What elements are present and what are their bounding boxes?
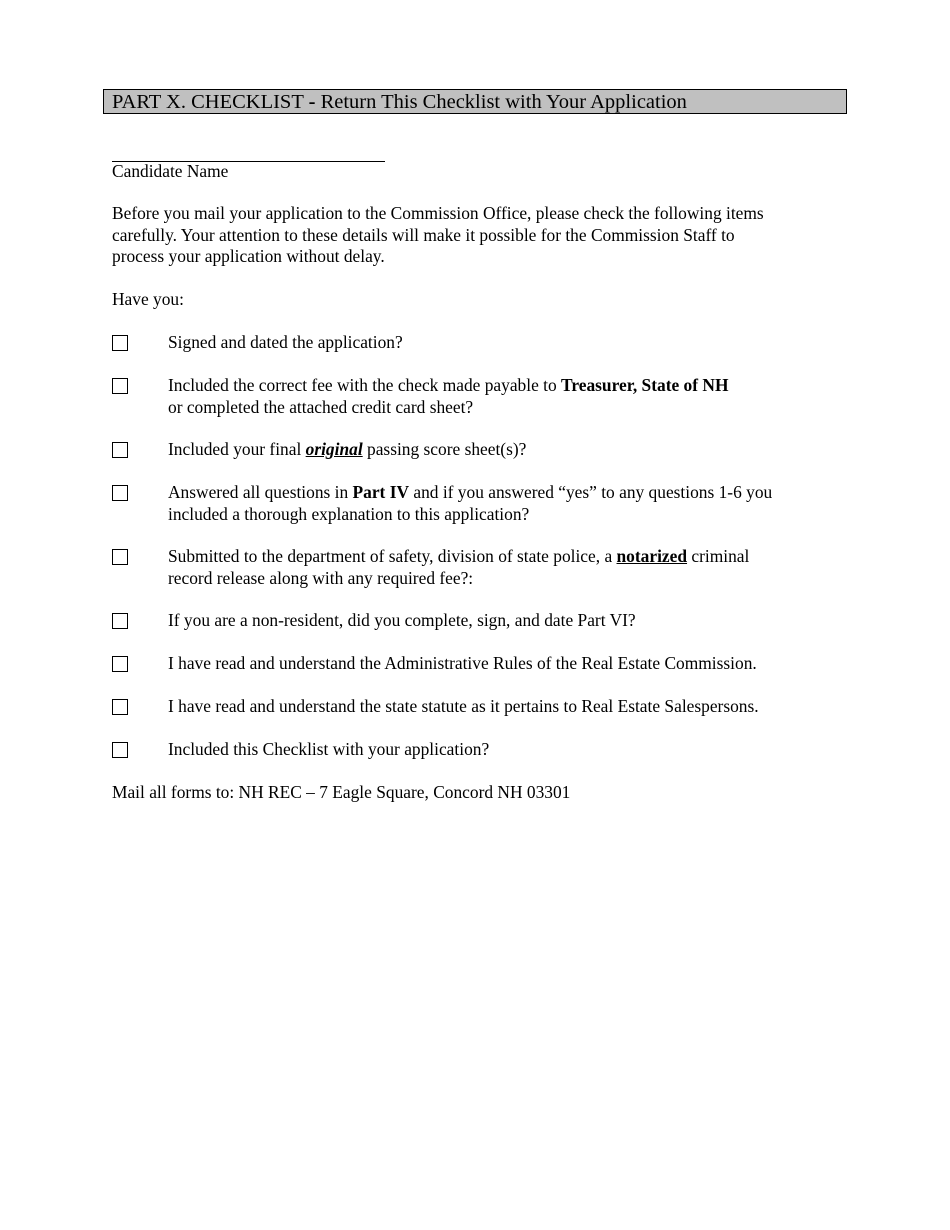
part-iv-ref: Part IV	[352, 482, 410, 502]
intro-paragraph	[112, 203, 832, 268]
intro-line: process your application without delay.	[112, 246, 385, 266]
item-text: passing score sheet(s)?	[362, 439, 527, 459]
item-text: I have read and understand the Administrative Rules of the Real Estate Commission.	[168, 653, 757, 673]
item-text-line	[168, 546, 828, 568]
header-dash: -	[308, 91, 316, 113]
item-text-line	[168, 482, 828, 504]
item-text-line	[168, 375, 828, 397]
checkbox-score-sheet[interactable]	[112, 442, 128, 458]
header-part: PART X. CHECKLIST	[112, 91, 304, 113]
checkbox-statute[interactable]	[112, 699, 128, 715]
mailing-address: Mail all forms to: NH REC – 7 Eagle Square, Concord NH 03301	[112, 782, 571, 802]
candidate-name-label: Candidate Name	[112, 161, 229, 181]
item-text: I have read and understand the state statute as it pertains to Real Estate Salespersons.	[168, 696, 759, 716]
item-text: included a thorough explanation to this application?	[168, 503, 530, 524]
item-text: Included the correct fee with the check made payable to	[168, 375, 562, 395]
emphasis-original: original	[305, 439, 363, 459]
checklist-header	[103, 89, 847, 114]
item-text: or completed the attached credit card sheet?	[168, 396, 474, 417]
payee-name: Treasurer, State of NH	[561, 375, 729, 395]
emphasis-notarized: notarized	[616, 546, 688, 566]
intro-line: Before you mail your application to the Commission Office, please check the following items	[112, 203, 764, 223]
checkbox-fee[interactable]	[112, 378, 128, 394]
item-text: record release along with any required fee?:	[168, 567, 474, 588]
item-text: Included your final	[168, 439, 306, 459]
item-text-line	[168, 439, 828, 461]
checkbox-include-checklist[interactable]	[112, 742, 128, 758]
item-text: If you are a non-resident, did you complete, sign, and date Part VI?	[168, 610, 636, 630]
have-you-label: Have you:	[112, 289, 184, 309]
item-text: Submitted to the department of safety, division of state police, a	[168, 546, 617, 566]
item-text: and if you answered “yes” to any questions 1-6 you	[409, 482, 773, 502]
item-text: Included this Checklist with your application?	[168, 739, 490, 759]
item-text: criminal	[687, 546, 750, 566]
checkbox-part-iv[interactable]	[112, 485, 128, 501]
item-text: Answered all questions in	[168, 482, 353, 502]
checkbox-signed[interactable]	[112, 335, 128, 351]
checkbox-criminal-record[interactable]	[112, 549, 128, 565]
checkbox-non-resident[interactable]	[112, 613, 128, 629]
item-text: Signed and dated the application?	[168, 332, 403, 352]
intro-line: carefully. Your attention to these details will make it possible for the Commission Staff to	[112, 224, 735, 245]
checkbox-admin-rules[interactable]	[112, 656, 128, 672]
header-subtitle: Return This Checklist with Your Application	[320, 91, 687, 113]
